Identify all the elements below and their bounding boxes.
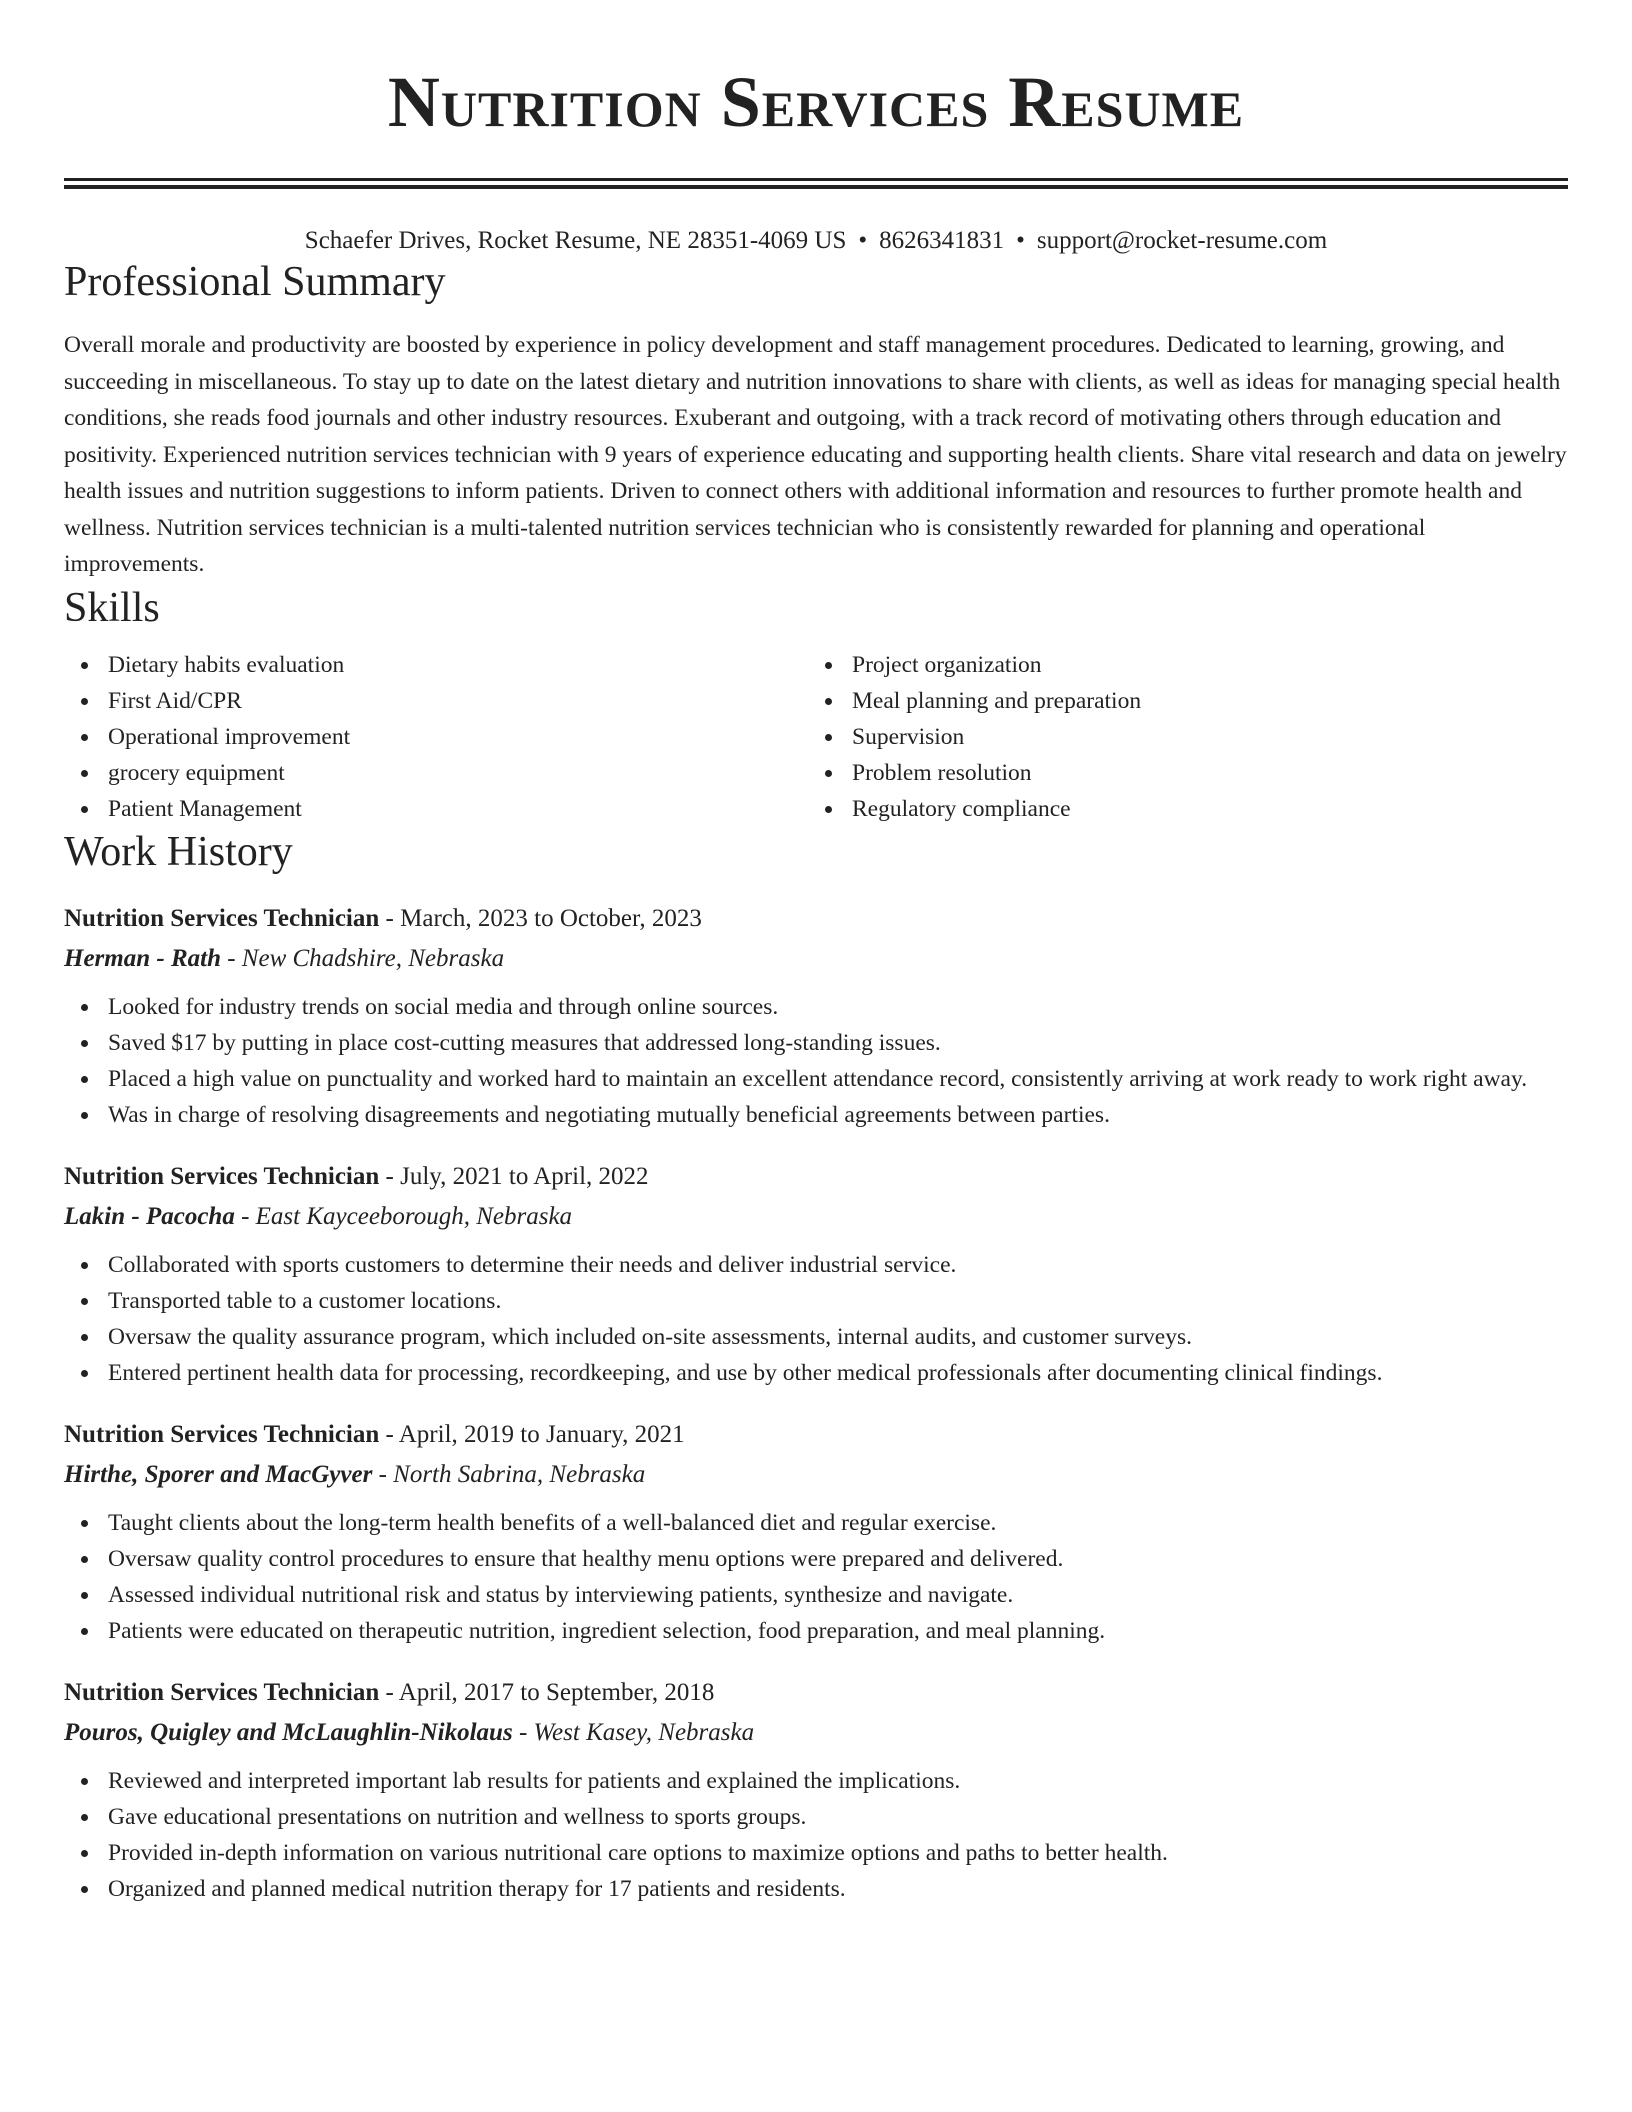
job-role: Nutrition Services Technician — [64, 1420, 380, 1448]
job-company: Herman - Rath — [64, 944, 221, 972]
job-duty: Gave educational presentations on nutrition and wellness to sports groups. — [64, 1799, 1568, 1835]
skill-item: First Aid/CPR — [64, 683, 808, 719]
job-duty: Was in charge of resolving disagreements and negotiating mutually beneficial agreements between parties. — [64, 1097, 1568, 1133]
job-entry — [64, 1673, 1568, 1907]
job-company-line — [64, 1455, 1568, 1495]
job-dates: - April, 2019 to January, 2021 — [385, 1420, 685, 1448]
contact-separator: • — [1016, 227, 1025, 254]
skills-heading: Skills — [64, 584, 160, 631]
job-role: Nutrition Services Technician — [64, 904, 380, 932]
job-duty: Looked for industry trends on social media and through online sources. — [64, 989, 1568, 1025]
job-company-line — [64, 1713, 1568, 1753]
job-duty: Reviewed and interpreted important lab results for patients and explained the implications. — [64, 1763, 1568, 1799]
skill-item: Project organization — [808, 647, 1552, 683]
job-duty: Patients were educated on therapeutic nutrition, ingredient selection, food preparation, and meal planning. — [64, 1613, 1568, 1649]
job-duty: Organized and planned medical nutrition therapy for 17 patients and residents. — [64, 1871, 1568, 1907]
job-duty: Placed a high value on punctuality and worked hard to maintain an excellent attendance record, consistently arriving at work ready to work right away. — [64, 1061, 1568, 1097]
skill-item: Operational improvement — [64, 719, 808, 755]
job-title-line — [64, 1673, 1568, 1713]
skill-item: Regulatory compliance — [808, 791, 1552, 827]
job-duty: Provided in-depth information on various nutritional care options to maximize options and paths to better health. — [64, 1835, 1568, 1871]
job-duty: Taught clients about the long-term health benefits of a well-balanced diet and regular exercise. — [64, 1505, 1568, 1541]
job-company: Pouros, Quigley and McLaughlin-Nikolaus — [64, 1718, 513, 1746]
job-duties — [64, 1505, 1568, 1649]
job-duty: Assessed individual nutritional risk and status by interviewing patients, synthesize and navigate. — [64, 1577, 1568, 1613]
job-title-line — [64, 899, 1568, 939]
job-dates: - April, 2017 to September, 2018 — [385, 1678, 715, 1706]
job-duty: Transported table to a customer locations. — [64, 1283, 1568, 1319]
skills-list — [64, 647, 1568, 827]
skill-item: grocery equipment — [64, 755, 808, 791]
job-title-line — [64, 1415, 1568, 1455]
contact-address: Schaefer Drives, Rocket Resume, NE 28351-4069 US — [304, 227, 847, 254]
job-company: Lakin - Pacocha — [64, 1202, 235, 1230]
contact-separator: • — [858, 227, 868, 254]
job-entry — [64, 1157, 1568, 1391]
skill-item: Meal planning and preparation — [808, 683, 1552, 719]
job-company: Hirthe, Sporer and MacGyver — [64, 1460, 373, 1488]
job-role: Nutrition Services Technician — [64, 1162, 380, 1190]
contact-email: support@rocket-resume.com — [1036, 227, 1328, 254]
skill-item: Patient Management — [64, 791, 808, 827]
job-entry — [64, 899, 1568, 1133]
job-duties — [64, 989, 1568, 1133]
job-duty: Oversaw quality control procedures to ensure that healthy menu options were prepared and delivered. — [64, 1541, 1568, 1577]
skill-item: Dietary habits evaluation — [64, 647, 808, 683]
resume-title: Nutrition Services Resume — [387, 62, 1245, 142]
job-location: - West Kasey, Nebraska — [518, 1718, 755, 1746]
job-location: - East Kayceeborough, Nebraska — [241, 1202, 573, 1230]
job-duty: Oversaw the quality assurance program, which included on-site assessments, internal audits, and customer surveys. — [64, 1319, 1568, 1355]
job-duty: Collaborated with sports customers to determine their needs and deliver industrial service. — [64, 1247, 1568, 1283]
work-history-heading: Work History — [64, 828, 293, 875]
summary-heading: Professional Summary — [64, 259, 446, 305]
job-dates: - March, 2023 to October, 2023 — [385, 904, 702, 932]
job-title-line — [64, 1157, 1568, 1197]
job-location: - New Chadshire, Nebraska — [227, 944, 505, 972]
skill-item: Problem resolution — [808, 755, 1552, 791]
job-duty: Saved $17 by putting in place cost-cutting measures that addressed long-standing issues. — [64, 1025, 1568, 1061]
skills-column-left — [64, 647, 808, 827]
job-location: - North Sabrina, Nebraska — [378, 1460, 646, 1488]
skill-item: Supervision — [808, 719, 1552, 755]
job-duty: Entered pertinent health data for processing, recordkeeping, and use by other medical professionals after documenting clinical findings. — [64, 1355, 1568, 1391]
job-duties — [64, 1247, 1568, 1391]
job-entry — [64, 1415, 1568, 1649]
job-role: Nutrition Services Technician — [64, 1678, 380, 1706]
job-duties — [64, 1763, 1568, 1907]
title-divider — [64, 178, 1568, 189]
summary-text: Overall morale and productivity are boosted by experience in policy development and staff management procedures. Dedicated to learning, growing, and succeeding in miscellaneous. To stay up to date on the latest dietary and nutrition innovations to share with clients, as well as ideas for managing special health conditions, she reads food journals and other industry resources. Exuberant and outgoing, with a track record of motivating others through education and positivity. Experienced nutrition services technician with 9 years of experience educating and supporting health clients. Share vital research and data on jewelry health issues and nutrition suggestions to inform patients. Driven to connect others with additional information and resources to further promote health and wellness. Nutrition services technician is a multi-talented nutrition services technician who is consistently rewarded for planning and operational improvements. — [64, 332, 1567, 577]
job-dates: - July, 2021 to April, 2022 — [385, 1162, 649, 1190]
contact-line — [64, 225, 1568, 257]
contact-phone: 8626341831 — [879, 227, 1005, 254]
job-company-line — [64, 1197, 1568, 1237]
job-company-line — [64, 939, 1568, 979]
skills-column-right — [808, 647, 1552, 827]
